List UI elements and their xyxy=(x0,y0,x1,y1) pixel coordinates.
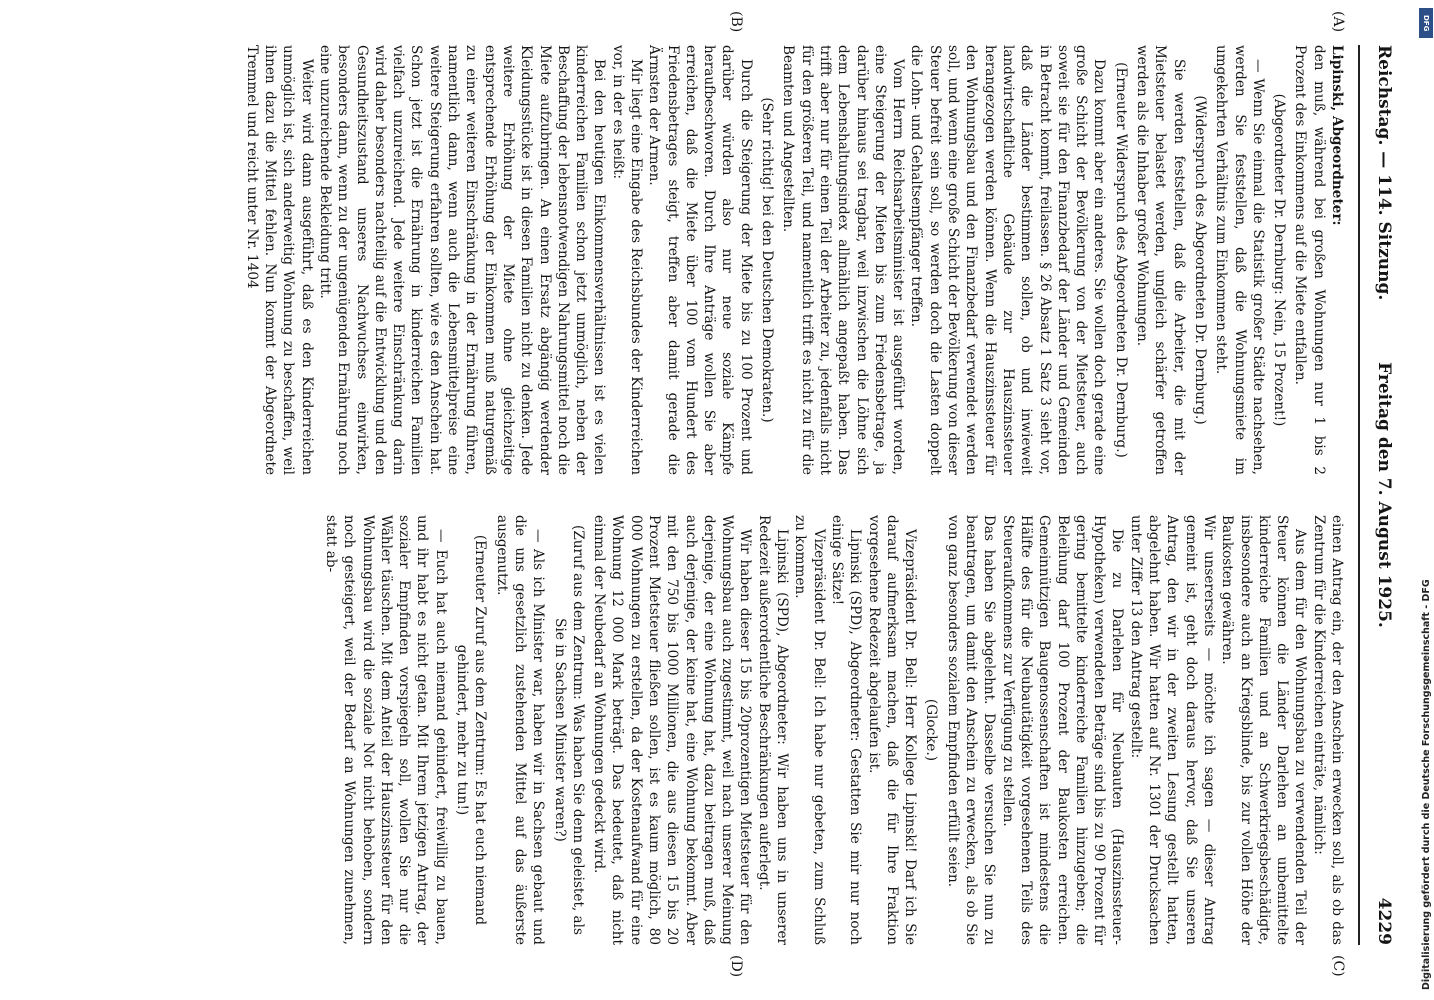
page-number: 4229 xyxy=(1374,897,1394,945)
running-header-left: Reichstag. — 114. Sitzung. xyxy=(1374,45,1394,301)
margin-marker-d: (D) xyxy=(728,955,744,978)
paragraph: Das haben Sie abgelehnt. Dasselbe versuchen Sie nun zu beantragen, um damit den Anschein zu erwecken, als ob Sie von ganz besonders sozialem Empfinden erfüllt seien. xyxy=(944,515,998,945)
paragraph: (Widerspruch des Abgeordneten Dr. Dernburg.) xyxy=(1191,95,1208,425)
paragraph: — Euch hat auch niemand gehindert, freiwillig zu bauen, und ihr habt es nicht getan. Mit Ihrem jetzigen Antrag, der sozialer Empfinden vorspiegeln soll, wollen Sie nur die Wähler täuschen. Mit dem Anteil der Hauszinssteuer für den Wohnungsbau wird die soziale Not nicht behoben, sondern noch gesteigert, weil der Bedarf an Wohnungen zunehmen, statt ab- xyxy=(322,515,449,945)
paragraph: Vom Herrn Reichsarbeitsminister ist ausgeführt worden, eine Steigerung der Mieten bis zum Friedensbetrage, ja darüber hinaus sei tragbar, weil inzwischen die Löhne sich dem Lebenshaltungsindex allmählich angepaßt haben. Das trifft aber nur für einen Teil der Arbeiter zu, jedenfalls nicht für den größeren Teil, und namentlich trifft es nicht zu für die Beamten und Angestellten. xyxy=(780,45,907,475)
paragraph: Bei den heutigen Einkommensverhältnissen ist es vielen kinderreichen Familien schon jetzt unmöglich, neben der Beschaffung der lebensnotwendigen Nahrungsmittel noch die Miete aufzubringen. An einen Ersatz abgängig werdender Kleidungsstücke ist in diesen Familien nicht zu denken. Jede weitere Erhöhung der Miete ohne gleichzeitige entsprechende Erhöhung der Einkommen muß naturgemäß zu einer weiteren Einschränkung in der Ernährung führen, namentlich dann, wenn auch die Lebensmittelpreise eine weitere Steigerung erfahren sollten, wie es den Anschein hat. Schon jetzt ist die Ernährung in kinderreichen Familien vielfach unzureichend. Jede weitere Einschränkung darin wird daher besonders nachteilig auf die Entwicklung und den Gesundheitszustand unseres Nachwuchses einwirken, besonders dann, wenn zu der ungenügenden Ernährung noch eine unzureichende Bekleidung tritt. xyxy=(316,45,608,475)
paragraph: Durch die Steigerung der Miete bis zu 100 Prozent und darüber würden also nur neue soziale Kämpfe heraufbeschworen. Durch Ihre Anträge wollen Sie aber erreichen, daß die Miete über 100 vom Hundert des Friedensbetrages steigt, treffen aber damit gerade die Ärmsten der Armen. xyxy=(646,45,754,475)
paragraph: Lipinski (SPD), Abgeordneter: Gestatten Sie mir nur noch einige Sätze! xyxy=(828,515,864,945)
paragraph: Lipinski, Abgeordneter: xyxy=(1329,45,1345,226)
scanned-page xyxy=(94,11,1394,978)
paragraph: Dazu kommt aber ein anderes. Sie wollen doch gerade eine große Schicht der Bevölkerung von der Mietsteuer, auch soweit sie für den Finanzbedarf der Länder und Gemeinden in Betracht kommt, freilassen. § 26 Absatz 1 Satz 3 sieht vor, daß die Länder bestimmen sollen, ob und inwieweit landwirtschaftliche Gebäude zur Hauszinssteuer herangezogen werden können. Wenn die Hauszinssteuer für den Wohnungsbau und den Finanzbedarf verwendet werden soll, und wenn eine große Schicht der Bevölkerung von dieser Steuer befreit sein soll, so werden doch die Lasten doppelt die Lohn- und Gehaltsempfänger treffen. xyxy=(908,45,1108,475)
paragraph: (Erneuter Zuruf aus dem Zentrum: Es hat euch niemand gehindert, mehr zu tun!) xyxy=(454,534,489,926)
paragraph: — Als ich Minister war, haben wir in Sachsen gebaut und die uns gesetzlich zustehenden Mittel auf das äußerste ausgenutzt. xyxy=(493,515,547,945)
paragraph: (Abgeordneter Dr. Dernburg: Nein, 15 Prozent!) xyxy=(1271,93,1288,427)
left-text-column xyxy=(242,45,1346,475)
paragraph: einen Antrag ein, der den Anschein erwecken soll, als ob das Zentrum für die Kinderreichen einträte, nämlich: xyxy=(1310,515,1345,945)
digitization-note: Digitalisierung gefördert durch die Deutsche Forschungsgemeinschaft - DFG xyxy=(1421,579,1432,990)
dfg-logo: DFG xyxy=(1419,8,1433,38)
paragraph: Aus dem für den Wohnungsbau zu verwendenden Teil der Steuer können die Länder Darlehen an unbemittelte kinderreiche Familien und an Schwerkriegsbeschädigte, insbesondere auch an Kriegsblinde, bis zur vollen Höhe der Baukosten gewähren. xyxy=(1219,515,1309,945)
margin-marker-b: (B) xyxy=(728,11,744,33)
paragraph: (Zuruf aus dem Zentrum: Was haben Sie denn geleistet, als Sie in Sachsen Minister waren?) xyxy=(551,525,586,935)
paragraph: Sie werden feststellen, daß die Arbeiter, die mit der Mietsteuer belastet werden, ungleich schärfer getroffen werden als die Inhaber großer Wohnungen. xyxy=(1134,45,1187,475)
paragraph: Wir haben dieser 15 bis 20prozentigen Mietsteuer für den Wohnungsbau auch zugestimmt, weil nach unserer Meinung derjenige, der eine Wohnung hat, dazu beitragen muß, daß auch derjenige, der keine hat, eine Wohnung bekommt. Aber mit den 750 bis 1000 Millionen, die aus diesen 15 bis 20 Prozent Mietsteuer fließen sollen, ist es kaum möglich, 80 000 Wohnungen zu erstellen, da der Kostenaufwand für eine Wohnung 12 000 Mark beträgt. Das bedeutet, daß nicht einmal der Neubedarf an Wohnungen gedeckt wird. xyxy=(591,515,754,945)
paragraph: Vizepräsident Dr. Bell: Ich habe nur gebeten, zum Schluß zu kommen. xyxy=(792,515,827,945)
paragraph: (Glocke.) xyxy=(923,698,940,762)
paragraph: Weiter wird dann ausgeführt, daß es den Kinderreichen unmöglich ist, sich anderweitig Wohnung zu beschaffen, weil ihnen dazu die Mittel fehlen. Nun kommt der Abgeordnete Tremmel und reicht unter Nr. 1404 xyxy=(243,45,315,475)
paragraph: Lipinski (SPD), Abgeordneter: Wir haben uns in unserer Redezeit außerordentliche Beschränkungen auferlegt. xyxy=(755,515,791,945)
running-header-date: Freitag den 7. August 1925. xyxy=(1374,362,1394,628)
paragraph: (Sehr richtig! bei den Deutschen Demokraten.) xyxy=(759,97,776,423)
header-rule xyxy=(1358,45,1360,945)
paragraph: den muß, während bei großen Wohnungen nur 1 bis 2 Prozent des Einkommens auf die Miete entfallen. xyxy=(1292,45,1327,475)
right-text-column xyxy=(322,515,1346,945)
paragraph: Die zu Darlehen für Neubauten (Hauszinssteuer-Hypotheken) verwendeten Beträge sind bis zu 90 Prozent für gering bemittelte kinderreiche Familien hinzugeben; die Beleihung darf 100 Prozent der Baukosten erreichen. Gemeinnützigen Baugenossenschaften ist mindestens die Hälfte des für die Neubautätigkeit vorgesehenen Teils des Steueraufkommens zur Verfügung zu stellen. xyxy=(999,515,1126,945)
margin-marker-c: (C) xyxy=(1330,955,1346,977)
paragraph: (Erneuter Widerspruch des Abgeordneten Dr. Dernburg.) xyxy=(1112,62,1129,458)
paragraph: — Wenn Sie einmal die Statistik großer Städte nachsehen, werden Sie feststellen, daß die Wohnungsmiete im umgekehrten Verhältnis zum Einkommen steht. xyxy=(1213,45,1266,475)
paragraph: Wir unsererseits — möchte ich sagen — dieser Antrag gemeint ist, geht doch daraus hervor, daß Sie unseren Antrag, den wir in der zweiten Lesung gestellt hatten, abgelehnt haben. Wir hatten auf Nr. 1301 der Drucksachen unter Ziffer 13 den Antrag gestellt: xyxy=(1127,515,1217,945)
paragraph: Vizepräsident Dr. Bell: Herr Kollege Lipinski! Darf ich Sie darauf aufmerksam machen, daß die für Ihre Fraktion vorgesehene Redezeit abgelaufen ist. xyxy=(865,515,919,945)
margin-marker-a: (A) xyxy=(1330,11,1346,33)
paragraph: Mir liegt eine Eingabe des Reichsbundes der Kinderreichen vor, in der es heißt: xyxy=(609,45,645,475)
